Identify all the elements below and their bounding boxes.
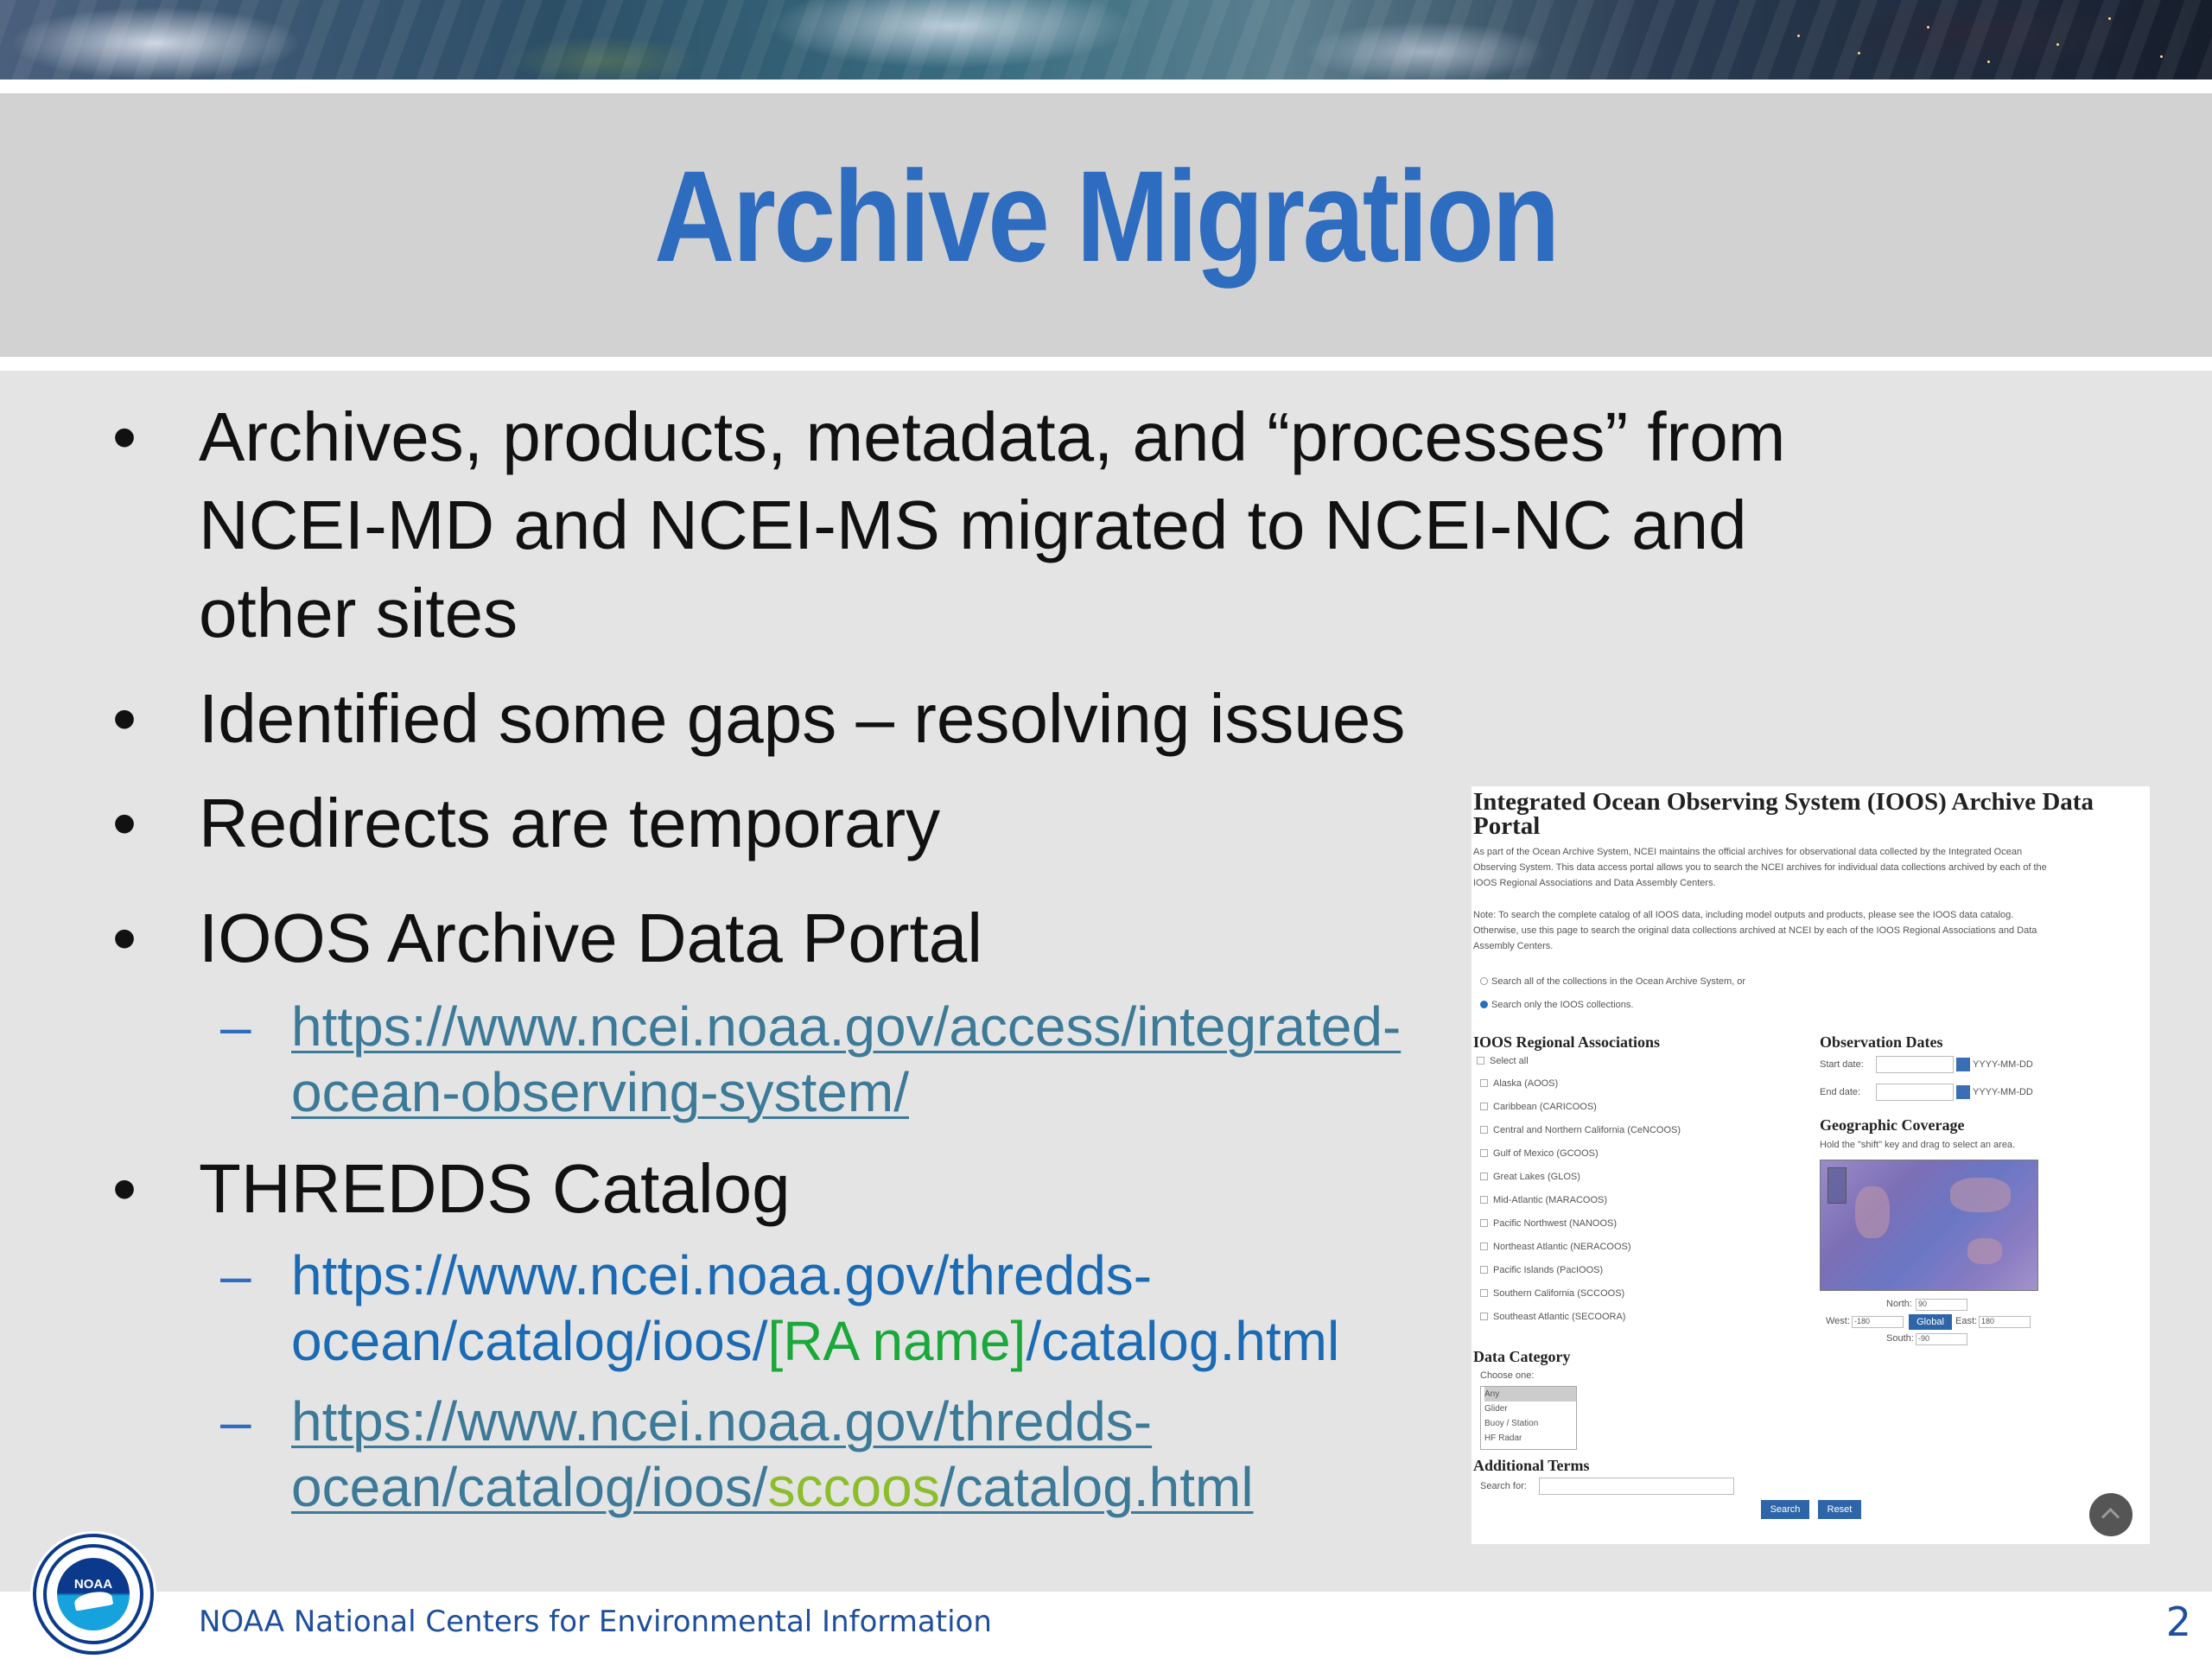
checkbox-label: Mid-Atlantic (MARACOOS): [1493, 1195, 1608, 1205]
checkbox-label: Select all: [1490, 1056, 1529, 1066]
checkbox-select-all[interactable]: [1477, 1056, 1529, 1066]
search-button[interactable]: Search: [1761, 1500, 1809, 1519]
thredds-url-suffix: /catalog.html: [1026, 1310, 1340, 1372]
intro-line: As part of the Ocean Archive System, NCEI maintains the official archives for observational data collected by the Integrated Ocean: [1473, 847, 2023, 857]
checkbox-label: Caribbean (CARICOOS): [1493, 1102, 1597, 1112]
checkbox-icon: [1480, 1173, 1488, 1180]
south-label: South:: [1886, 1333, 1914, 1344]
checkbox-label: Gulf of Mexico (GCOOS): [1493, 1148, 1599, 1159]
city-light: [2056, 43, 2059, 46]
bullet-text: Identified some gaps – resolving issues: [199, 680, 1406, 757]
north-value: 90: [1918, 1300, 1928, 1308]
south-value: -90: [1918, 1334, 1930, 1343]
city-light: [1797, 35, 1800, 37]
note-line: Assembly Centers.: [1473, 941, 1554, 951]
checkbox-label: Central and Northern California (CeNCOOS): [1493, 1125, 1681, 1135]
zoom-control[interactable]: [1827, 1167, 1847, 1204]
additional-terms-heading: Additional Terms: [1473, 1457, 1590, 1474]
bullet-dot: •: [112, 899, 137, 976]
note-line: Note: To search the complete catalog of all IOOS data, including model outputs and products, please see the IOOS data catalog.: [1473, 910, 2014, 920]
bullet-dot: •: [112, 680, 137, 757]
checkbox-icon: [1480, 1126, 1488, 1134]
checkbox-region[interactable]: [1480, 1288, 1624, 1299]
divider: [0, 357, 2212, 371]
bullet-dot: •: [112, 398, 137, 475]
data-category-select[interactable]: [1480, 1386, 1577, 1450]
checkbox-icon: [1480, 1149, 1488, 1157]
thredds-url-line: https://www.ncei.noaa.gov/thredds-: [291, 1244, 1153, 1306]
checkbox-region[interactable]: [1480, 1102, 1597, 1112]
ioos-portal-screenshot: [1471, 786, 2150, 1544]
checkbox-label: Southeast Atlantic (SECOORA): [1493, 1312, 1626, 1322]
portal-heading-line: Portal: [1473, 812, 1541, 840]
bullet-text: IOOS Archive Data Portal: [199, 899, 983, 976]
west-label: West:: [1826, 1316, 1850, 1326]
checkbox-icon: [1480, 1266, 1488, 1274]
checkbox-label: Great Lakes (GLOS): [1493, 1172, 1580, 1182]
ra-heading: IOOS Regional Associations: [1473, 1033, 1661, 1051]
sccoos-highlight: sccoos: [767, 1456, 940, 1518]
geo-coverage-heading: Geographic Coverage: [1820, 1116, 1965, 1134]
thredds-url-prefix: ocean/catalog/ioos/: [291, 1310, 768, 1372]
checkbox-region[interactable]: [1480, 1265, 1603, 1275]
category-option[interactable]: Glider: [1484, 1404, 1508, 1414]
bullet-dot: •: [112, 785, 137, 861]
map-landmass: [1967, 1238, 2002, 1264]
global-button[interactable]: Global: [1909, 1314, 1952, 1330]
radio-label: Search only the IOOS collections.: [1491, 1000, 1634, 1010]
slide-title: Archive Migration: [654, 143, 1558, 289]
radio-label: Search all of the collections in the Ocean Archive System, or: [1491, 976, 1746, 987]
portal-intro: [1473, 844, 2147, 891]
note-line: Otherwise, use this page to search the original data collections archived at NCEI by each of the IOOS Regional Associations and Data: [1473, 925, 2037, 936]
category-option[interactable]: HF Radar: [1484, 1433, 1522, 1443]
logo-emblem: [57, 1558, 130, 1630]
city-light: [1987, 60, 1990, 63]
logo-wordmark: NOAA: [73, 1577, 113, 1592]
checkbox-label: Pacific Islands (PacIOOS): [1493, 1265, 1604, 1275]
city-light: [1927, 26, 1929, 29]
end-date-label: End date:: [1820, 1087, 1861, 1097]
checkbox-icon: [1480, 1196, 1488, 1204]
obs-dates-heading: Observation Dates: [1820, 1033, 1943, 1051]
search-for-label: Search for:: [1480, 1481, 1527, 1491]
checkbox-label: Southern California (SCCOOS): [1493, 1288, 1625, 1299]
city-light: [2160, 55, 2163, 58]
ioos-portal-link[interactable]: https://www.ncei.noaa.gov/access/integrated-: [291, 995, 1402, 1058]
choose-one-label: Choose one:: [1480, 1370, 1535, 1381]
checkbox-region[interactable]: [1480, 1078, 1558, 1089]
checkbox-icon: [1480, 1219, 1488, 1227]
east-value: 180: [1981, 1317, 1995, 1325]
dash-marker: –: [220, 1390, 251, 1452]
east-input[interactable]: [1979, 1316, 2031, 1328]
divider: [0, 79, 2212, 93]
city-light: [1858, 52, 1860, 54]
portal-heading: [1473, 790, 2147, 838]
south-input[interactable]: [1916, 1333, 1967, 1345]
checkbox-icon: [1480, 1079, 1488, 1087]
date-format-hint: YYYY-MM-DD: [1973, 1087, 2033, 1097]
thredds-sccoos-link[interactable]: [291, 1454, 1254, 1520]
intro-line: IOOS Regional Associations and Data Assembly Centers.: [1473, 878, 1716, 888]
date-format-hint: YYYY-MM-DD: [1973, 1059, 2033, 1070]
north-input[interactable]: [1916, 1299, 1967, 1311]
map-landmass: [1855, 1186, 1890, 1238]
bird-icon: [73, 1589, 113, 1611]
east-label: East:: [1955, 1316, 1978, 1326]
search-terms-input[interactable]: [1539, 1478, 1734, 1495]
satellite-banner: [0, 0, 2212, 79]
map-landmass: [1950, 1178, 2011, 1212]
portal-note: [1473, 907, 2147, 954]
checkbox-region[interactable]: [1480, 1195, 1607, 1205]
page-number: 2: [2165, 1599, 2191, 1645]
end-date-input[interactable]: [1876, 1084, 1954, 1101]
bullet-text: Archives, products, metadata, and “processes” from: [199, 398, 1786, 475]
start-date-input[interactable]: [1876, 1056, 1954, 1073]
data-category-heading: Data Category: [1473, 1348, 1571, 1365]
thredds-sccoos-link[interactable]: https://www.ncei.noaa.gov/thredds-: [291, 1390, 1153, 1452]
checkbox-icon: [1480, 1289, 1488, 1297]
bullet-dot: •: [112, 1150, 137, 1227]
checkbox-region[interactable]: [1480, 1125, 1681, 1135]
bullet-text: THREDDS Catalog: [199, 1150, 791, 1227]
ra-name-placeholder: [RA name]: [767, 1310, 1027, 1372]
dash-marker: –: [220, 1244, 251, 1306]
start-date-label: Start date:: [1820, 1059, 1864, 1070]
calendar-icon[interactable]: [1956, 1058, 1970, 1071]
radio-icon: [1480, 977, 1488, 985]
scroll-to-top-icon[interactable]: [2089, 1493, 2133, 1536]
checkbox-icon: [1480, 1313, 1488, 1320]
noaa-logo: [33, 1534, 154, 1655]
ioos-portal-link[interactable]: ocean-observing-system/: [291, 1061, 909, 1123]
thredds-url-prefix: ocean/catalog/ioos/: [291, 1456, 768, 1518]
geo-hint: Hold the "shift" key and drag to select an area.: [1820, 1140, 2016, 1150]
bullet-text: other sites: [199, 575, 518, 652]
thredds-url-line: [291, 1308, 1339, 1374]
bullet-text: Redirects are temporary: [199, 785, 941, 861]
checkbox-icon: [1480, 1243, 1488, 1250]
portal-heading-line: Integrated Ocean Observing System (IOOS) Archive Data: [1473, 788, 2094, 816]
checkbox-icon: [1480, 1103, 1488, 1110]
reset-button[interactable]: Reset: [1818, 1500, 1861, 1519]
radio-icon-selected: [1480, 1001, 1488, 1008]
dash-marker: –: [220, 995, 251, 1058]
checkbox-region[interactable]: [1480, 1218, 1617, 1229]
radio-search-all[interactable]: [1480, 976, 1745, 987]
north-label: North:: [1886, 1299, 1912, 1309]
radio-search-ioos[interactable]: [1480, 1000, 1633, 1010]
category-option[interactable]: Any: [1484, 1387, 1576, 1402]
checkbox-label: Northeast Atlantic (NERACOOS): [1493, 1242, 1631, 1252]
calendar-icon[interactable]: [1956, 1085, 1970, 1099]
west-value: -180: [1854, 1317, 1871, 1325]
checkbox-region[interactable]: [1480, 1242, 1631, 1252]
checkbox-region[interactable]: [1480, 1312, 1625, 1322]
thredds-url-suffix: /catalog.html: [939, 1456, 1254, 1518]
category-option[interactable]: Buoy / Station: [1484, 1419, 1539, 1428]
checkbox-icon: [1477, 1057, 1484, 1065]
checkbox-label: Pacific Northwest (NANOOS): [1493, 1218, 1618, 1229]
west-input[interactable]: [1852, 1316, 1904, 1328]
intro-line: Observing System. This data access portal allows you to search the NCEI archives for individual data collections archived by each of the: [1473, 862, 2047, 873]
checkbox-region[interactable]: [1480, 1172, 1580, 1182]
bullet-text: NCEI-MD and NCEI-MS migrated to NCEI-NC and: [199, 486, 1747, 563]
footer-text: NOAA National Centers for Environmental Information: [199, 1605, 992, 1639]
checkbox-region[interactable]: [1480, 1148, 1599, 1159]
coverage-map[interactable]: [1820, 1160, 2038, 1291]
city-light: [2108, 17, 2111, 20]
checkbox-label: Alaska (AOOS): [1493, 1078, 1559, 1089]
